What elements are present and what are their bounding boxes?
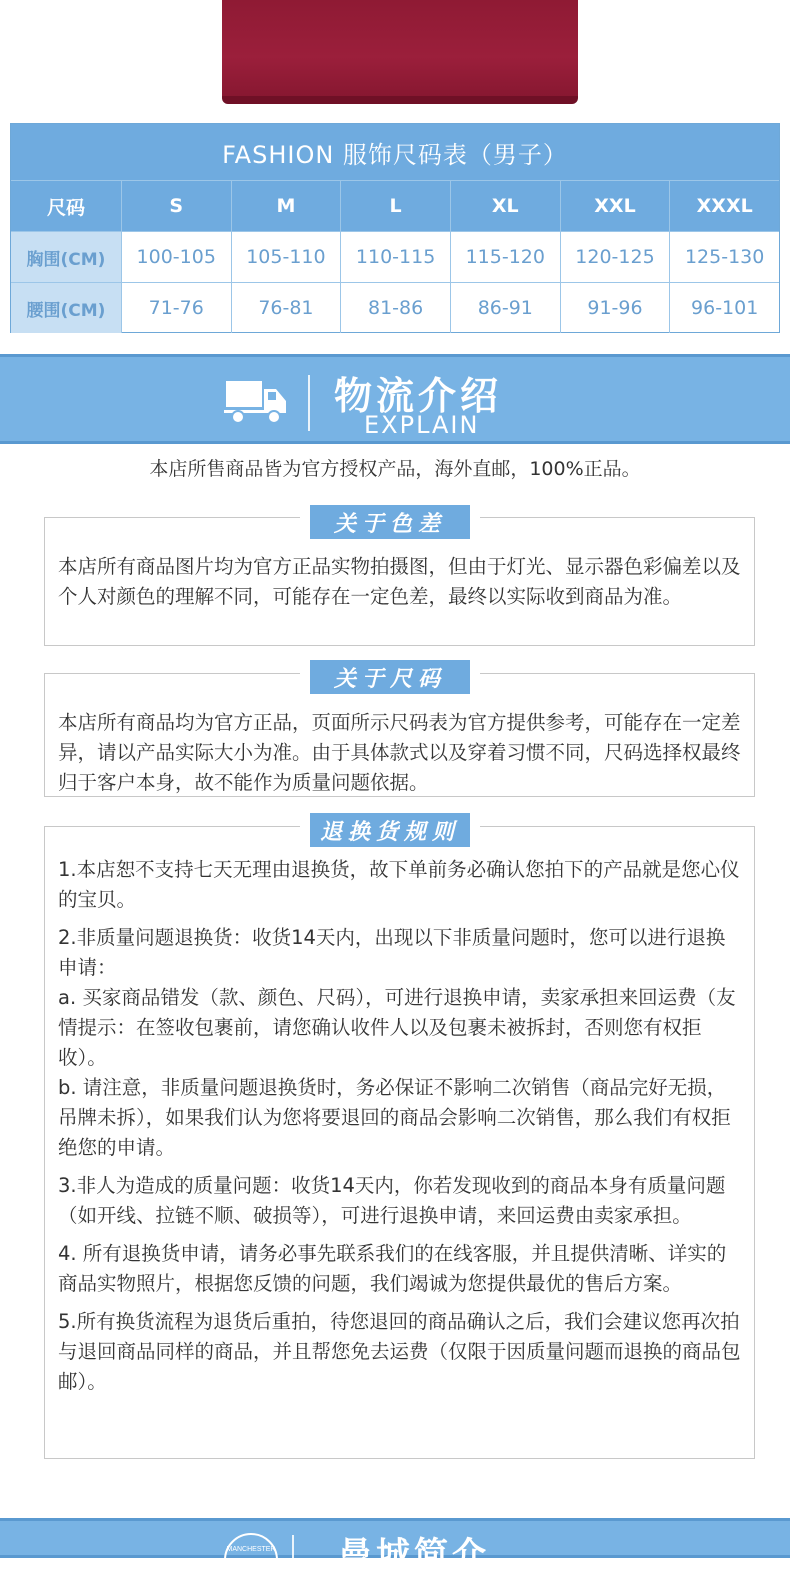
table-row (11, 231, 779, 282)
header-cell: XXL (560, 181, 670, 231)
table-cell: 81-86 (340, 283, 450, 333)
section-return-policy (44, 819, 755, 1459)
section-paragraph: 本店所有商品图片均为官方正品实物拍摄图，但由于灯光、显示器色彩偏差以及个人对颜色的理解不同，可能存在一定色差，最终以实际收到商品为准。 (58, 555, 741, 608)
table-cell: 110-115 (340, 232, 450, 282)
policy-item: 1.本店恕不支持七天无理由退换货，故下单前务必确认您拍下的产品就是您心仪的宝贝。 (58, 858, 740, 911)
size-chart-header-row (11, 180, 779, 231)
intro-text: 本店所售商品皆为官方授权产品，海外直邮，100%正品。 (149, 458, 641, 480)
jersey-hem (222, 96, 578, 104)
table-row (11, 282, 779, 333)
banner-title: 物流介绍 (334, 374, 503, 418)
banner-divider (292, 1535, 294, 1565)
header-cell: 尺码 (11, 181, 121, 231)
policy-item: 3.非人为造成的质量问题：收货14天内，你若发现收到的商品本身有质量问题（如开线、拉链不顺、破损等），可进行退换申请，来回运费由卖家承担。 (58, 1174, 726, 1227)
size-chart (10, 123, 780, 333)
truck-icon (224, 377, 288, 425)
section-tag: 关于尺码 (310, 660, 470, 694)
table-cell: 96-101 (669, 283, 779, 333)
header-cell: L (340, 181, 450, 231)
table-cell: 76-81 (231, 283, 341, 333)
size-chart-title: FASHION 服饰尺码表（男子） (11, 124, 779, 180)
section-paragraph: 本店所有商品均为官方正品，页面所示尺码表为官方提供参考，可能存在一定差异，请以产品实际大小为准。由于具体款式以及穿着习惯不同，尺码选择权最终归于客户本身，故不能作为质量问题依据。 (58, 711, 741, 794)
club-banner (0, 1518, 790, 1575)
table-cell: 91-96 (560, 283, 670, 333)
section-tag: 关于色差 (310, 505, 470, 539)
club-badge-icon (222, 1531, 280, 1589)
table-cell: 105-110 (231, 232, 341, 282)
table-cell: 120-125 (560, 232, 670, 282)
table-cell: 71-76 (121, 283, 231, 333)
header-cell: S (121, 181, 231, 231)
table-cell: 115-120 (450, 232, 560, 282)
badge-text: MANCHESTER (226, 1546, 276, 1553)
header-cell: XL (450, 181, 560, 231)
section-color-difference (44, 511, 755, 646)
banner-subtitle: EXPLAIN (364, 411, 480, 439)
jersey-shape (222, 0, 578, 104)
section-size-note (44, 666, 755, 797)
product-image (0, 0, 790, 110)
logistics-banner (0, 354, 790, 444)
section-tag: 退换货规则 (310, 813, 470, 847)
table-cell: 86-91 (450, 283, 560, 333)
table-cell: 125-130 (669, 232, 779, 282)
policy-item: 2.非质量问题退换货：收货14天内，出现以下非质量问题时，您可以进行退换申请： a. 买家商品错发（款、颜色、尺码），可进行退换申请，卖家承担来回运费（友情提示：在签收包裹前，请您确认收件人以及包裹未被拆封，否则您有权拒收）。 b. 请注意，非质量问题退换货时，务必保证不影响二次销售（商品完好无损，吊牌未拆），如果我们认为您将要退回的商品会影响二次销售，那么我们有权拒绝您的申请。 (58, 926, 736, 1159)
banner-divider (308, 375, 310, 431)
header-cell: M (231, 181, 341, 231)
banner-title: 曼城简介 (338, 1535, 490, 1575)
policy-item: 5.所有换货流程为退货后重拍，待您退回的商品确认之后，我们会建议您再次拍与退回商品同样的商品，并且帮您免去运费（仅限于因质量问题而退换的商品包邮）。 (58, 1310, 741, 1393)
table-cell: 100-105 (121, 232, 231, 282)
header-cell: XXXL (669, 181, 779, 231)
row-label: 胸围(CM) (11, 232, 121, 282)
policy-item: 4. 所有退换货申请，请务必事先联系我们的在线客服，并且提供清晰、详实的商品实物照片，根据您反馈的问题，我们竭诚为您提供最优的售后方案。 (58, 1242, 727, 1295)
row-label: 腰围(CM) (11, 283, 121, 333)
